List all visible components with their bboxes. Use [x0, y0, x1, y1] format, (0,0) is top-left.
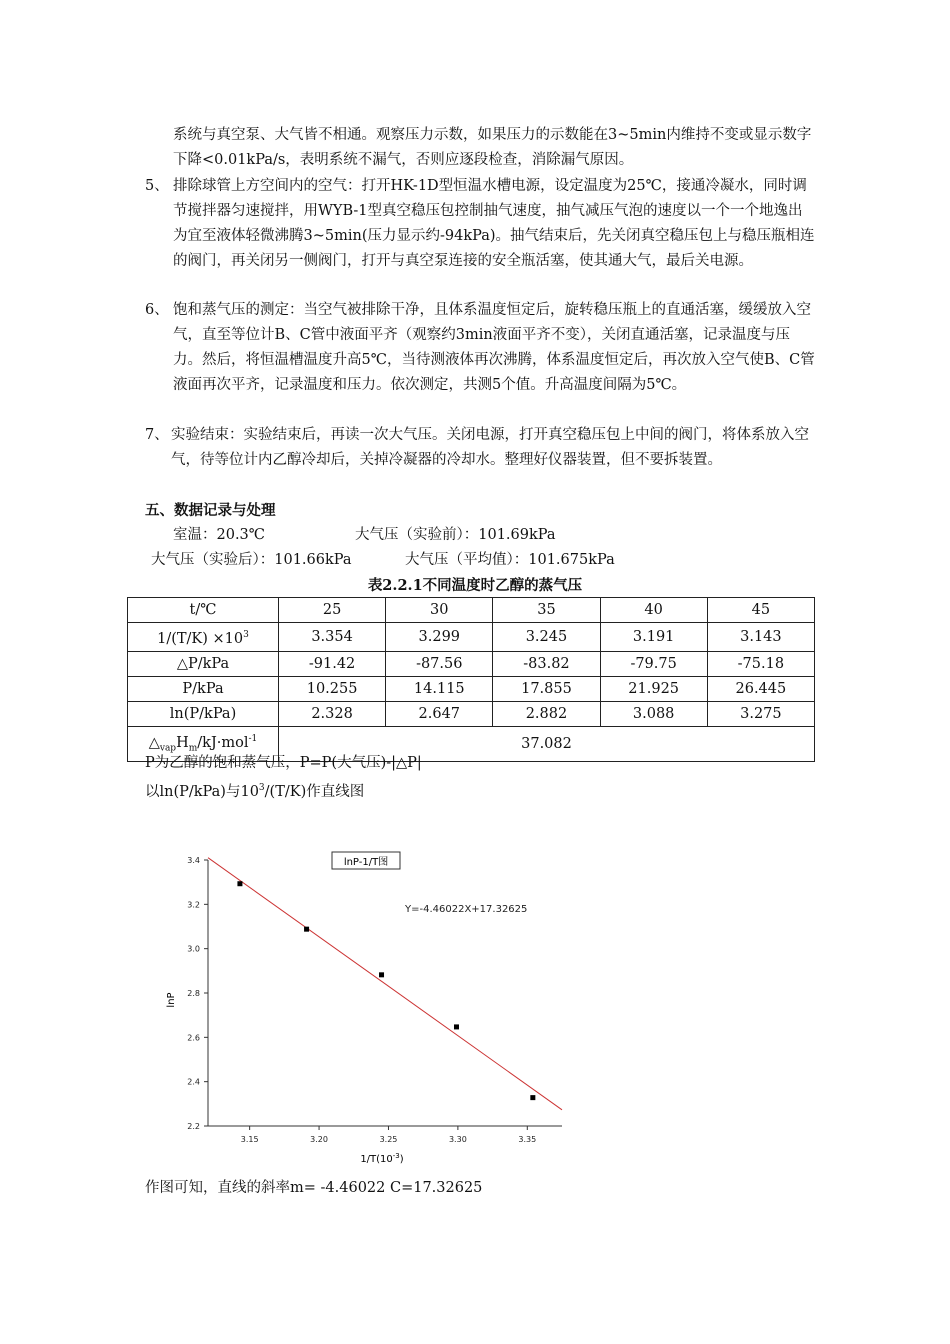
x-axis-label-text: 1/T(10 — [360, 1154, 393, 1165]
table-cell: 35 — [493, 598, 600, 623]
table-row — [128, 598, 815, 623]
row-label: ln(P/kPa) — [128, 701, 279, 726]
table-cell: 14.115 — [386, 676, 493, 701]
step-7-text: 实验结束：实验结束后，再读一次大气压。关闭电源，打开真空稳压包上中间的阀门，将体系放入空气，待等位计内乙醇冷却后，关掉冷凝器的冷却水。整理好仪器装置，但不要拆装置。 — [171, 427, 809, 468]
table-cell: 3.143 — [707, 623, 814, 652]
row-label: P/kPa — [128, 676, 279, 701]
fit-line — [208, 858, 562, 1110]
y-axis-label: lnP — [166, 992, 177, 1008]
chart-axes — [208, 860, 562, 1126]
section-title: 五、数据记录与处理 — [145, 502, 276, 519]
step-5 — [145, 174, 815, 274]
step-5-text: 排除球管上方空间内的空气：打开HK-1D型恒温水槽电源，设定温度为25℃，接通冷凝水，同时调节搅拌器匀速搅拌，用WYB-1型真空稳压包控制抽气速度，抽气减压气泡的速度以一个一个地逸出为宜至液体轻微沸腾3~5min(压力显示约-94kPa)。抽气结束后，先关闭真空稳压包上与稳压瓶相连的阀门，再关闭另一侧阀门，打开与真空泵连接的安全瓶活塞，使其通大气，最后关电源。 — [173, 178, 815, 269]
pressure-definition: P为乙醇的饱和蒸气压，P=P(大气压)-|△P| — [145, 755, 422, 771]
label-sub: vap — [159, 743, 177, 754]
pressure-average: 大气压（平均值）：101.675kPa — [405, 552, 615, 568]
data-point — [379, 972, 384, 977]
enthalpy-value: 37.082 — [279, 726, 815, 761]
data-point — [304, 927, 309, 932]
table-cell: 45 — [707, 598, 814, 623]
plot-description — [145, 776, 364, 805]
label-sup: -1 — [248, 733, 258, 744]
plot-desc-sup: 3 — [258, 783, 265, 793]
table-cell: 17.855 — [493, 676, 600, 701]
x-tick-label: 3.25 — [379, 1135, 398, 1144]
y-tick-label: 2.2 — [187, 1122, 200, 1131]
data-point — [454, 1024, 459, 1029]
row-label-sup: 3 — [243, 630, 249, 640]
y-tick-label: 2.4 — [187, 1077, 200, 1087]
label-part: △ — [148, 734, 160, 751]
x-tick-label: 3.20 — [310, 1135, 328, 1144]
table-cell: 21.925 — [600, 676, 707, 701]
row-label: t/℃ — [128, 598, 279, 623]
table-row — [128, 623, 815, 652]
y-tick-label: 2.8 — [187, 989, 200, 998]
table-cell: -75.18 — [707, 651, 814, 676]
row-label — [128, 623, 279, 652]
chart-title: lnP-1/T图 — [343, 857, 389, 868]
y-tick-label: 3.4 — [187, 856, 200, 865]
pressure-before: 大气压（实验前）：101.69kPa — [355, 527, 556, 543]
table-cell: 40 — [600, 598, 707, 623]
vapor-pressure-table — [127, 597, 815, 762]
plot-desc-part: 以ln(P/kPa)与10 — [145, 783, 259, 800]
table-cell: 10.255 — [279, 676, 386, 701]
table-cell: 26.445 — [707, 676, 814, 701]
step-6-number: 6、 — [145, 302, 169, 318]
step-6-text: 饱和蒸气压的测定：当空气被排除干净，且体系温度恒定后，旋转稳压瓶上的直通活塞，缓缓放入空气，直至等位计B、C管中液面平齐（观察约3min液面平齐不变），关闭直通活塞，记录温度与压力。然后，将恒温槽温度升高5℃，当待测液体再次沸腾，体系温度恒定后，再次放入空气使B、C管液面再次平齐，记录温度和压力。依次测定，共测5个值。升高温度间隔为5℃。 — [173, 302, 815, 393]
table-cell: -91.42 — [279, 651, 386, 676]
y-tick-label: 3.0 — [187, 944, 200, 954]
x-axis-label-sup: -3 — [392, 1152, 400, 1160]
room-temperature: 室温：20.3℃ — [173, 527, 266, 543]
table-caption: 表2.2.1不同温度时乙醇的蒸气压 — [367, 577, 583, 594]
fit-equation: Y=-4.46022X+17.32625 — [405, 904, 528, 915]
data-point — [530, 1095, 535, 1100]
table-cell: 3.299 — [386, 623, 493, 652]
table-cell: 3.275 — [707, 701, 814, 726]
label-part: H — [176, 734, 189, 751]
table-cell: 2.882 — [493, 701, 600, 726]
x-axis-label-post: ) — [399, 1154, 404, 1165]
label-part: /kJ·mol — [197, 734, 249, 751]
step-6 — [145, 298, 815, 398]
x-tick-label: 3.15 — [240, 1135, 259, 1144]
table-cell: -87.56 — [386, 651, 493, 676]
step-5-number: 5、 — [145, 178, 169, 194]
plot-desc-part: /(T/K)作直线图 — [264, 783, 365, 800]
step4-continuation — [173, 123, 815, 173]
x-tick-label: 3.35 — [518, 1135, 537, 1144]
y-tick-label: 2.6 — [187, 1033, 200, 1043]
table-cell: 2.647 — [386, 701, 493, 726]
table-cell: -83.82 — [493, 651, 600, 676]
row-label: △P/kPa — [128, 651, 279, 676]
lnp-vs-inverse-t-chart — [160, 840, 580, 1170]
table-row — [128, 676, 815, 701]
table-cell: 3.354 — [279, 623, 386, 652]
x-tick-label: 3.30 — [448, 1135, 467, 1144]
pressure-after: 大气压（实验后）：101.66kPa — [151, 552, 352, 568]
table-cell: 3.245 — [493, 623, 600, 652]
y-tick-label: 3.2 — [187, 900, 200, 910]
data-point — [237, 881, 242, 886]
row-label-text: 1/(T/K) ×10 — [157, 630, 244, 647]
table-cell: 3.088 — [600, 701, 707, 726]
table-cell: 3.191 — [600, 623, 707, 652]
table-row — [128, 651, 815, 676]
label-sub: m — [188, 743, 198, 754]
step4-text: 系统与真空泵、大气皆不相通。观察压力示数，如果压力的示数能在3~5min内维持不变或显示数字下降<0.01kPa/s，表明系统不漏气，否则应逐段检查，消除漏气原因。 — [173, 127, 812, 168]
table-cell: 25 — [279, 598, 386, 623]
chart-ticks — [187, 856, 536, 1144]
conclusion: 作图可知，直线的斜率m= -4.46022 C=17.32625 — [145, 1180, 483, 1196]
step-7 — [145, 423, 815, 473]
step-7-number: 7、 — [145, 427, 169, 443]
table-cell: -79.75 — [600, 651, 707, 676]
table-cell: 30 — [386, 598, 493, 623]
table-cell: 2.328 — [279, 701, 386, 726]
x-axis-label — [360, 1152, 403, 1165]
table-row — [128, 701, 815, 726]
